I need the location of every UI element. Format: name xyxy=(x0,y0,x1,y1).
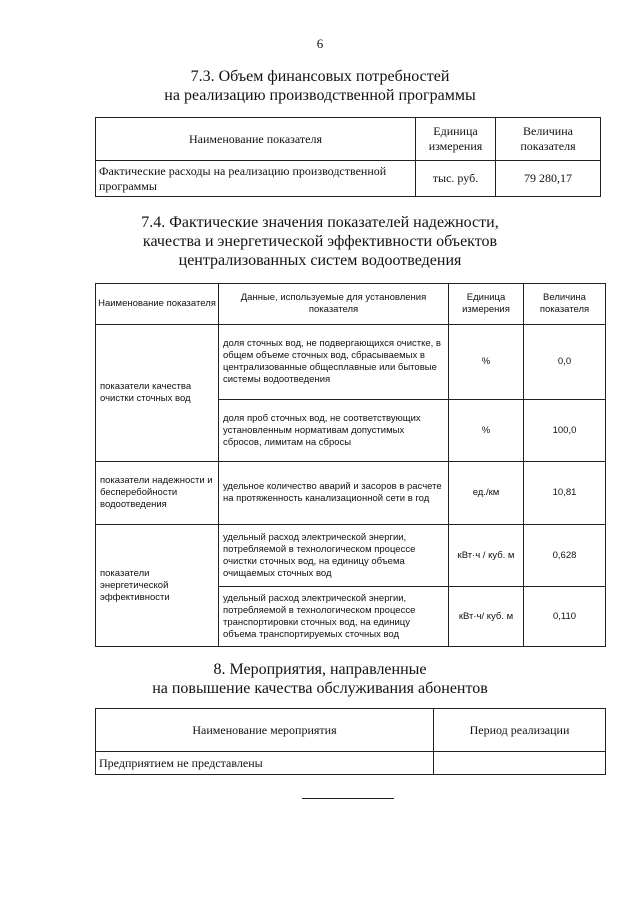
indicator-group-cell: показатели надежности и бесперебойности водоотведения xyxy=(96,462,219,525)
header-cell: Данные, используемые для установления показателя xyxy=(219,284,449,325)
table-row xyxy=(96,752,606,775)
header-cell: Величина показателя xyxy=(524,284,606,325)
header-cell: Единица измерения xyxy=(449,284,524,325)
data-description-cell: доля проб сточных вод, не соответствующих установленным нормативам допустимых сбросов, лимитам на сбросы xyxy=(219,400,449,462)
title-line: на повышение качества обслуживания абонентов xyxy=(152,680,488,697)
data-description-cell: удельное количество аварий и засоров в расчете на протяженность канализационной сети в год xyxy=(219,462,449,525)
table-header-row xyxy=(96,709,606,752)
page-number: 6 xyxy=(316,36,324,51)
title-line: 8. Мероприятия, направленные xyxy=(213,661,427,678)
value-cell: 10,81 xyxy=(524,462,606,525)
title-line: качества и энергетической эффективности объектов xyxy=(142,233,498,250)
indicator-group-cell: показатели энергетической эффективности xyxy=(96,525,219,647)
service-measures-table xyxy=(95,708,606,775)
section-8-title xyxy=(0,660,640,698)
title-line: централизованных систем водоотведения xyxy=(178,252,462,269)
financial-needs-table xyxy=(95,117,601,197)
data-description-cell: доля сточных вод, не подвергающихся очистке, в общем объеме сточных вод, сбрасываемых в централизованные общесплавные или бытовые системы водоотведения xyxy=(219,325,449,400)
indicator-name-cell: Фактические расходы на реализацию производственной программы xyxy=(96,161,416,197)
reliability-indicators-table xyxy=(95,283,606,647)
header-cell: Наименование показателя xyxy=(96,284,219,325)
table-header-row xyxy=(96,284,606,325)
value-cell: 100,0 xyxy=(524,400,606,462)
value-cell: 0,628 xyxy=(524,525,606,587)
period-cell xyxy=(434,752,606,775)
unit-cell: кВт·ч/ куб. м xyxy=(449,587,524,647)
unit-cell: % xyxy=(449,400,524,462)
section-7-3-title xyxy=(0,67,640,105)
value-cell: 79 280,17 xyxy=(496,161,601,197)
header-cell: Наименование показателя xyxy=(96,118,416,161)
indicator-group-cell: показатели качества очистки сточных вод xyxy=(96,325,219,462)
unit-cell: тыс. руб. xyxy=(416,161,496,197)
section-7-4-title xyxy=(0,213,640,270)
unit-cell: ед./км xyxy=(449,462,524,525)
unit-cell: % xyxy=(449,325,524,400)
title-line: 7.4. Фактические значения показателей надежности, xyxy=(141,214,499,231)
table-row xyxy=(96,462,606,525)
table-row xyxy=(96,161,601,197)
value-cell: 0,110 xyxy=(524,587,606,647)
title-line: на реализацию производственной программы xyxy=(164,87,476,104)
header-cell: Величина показателя xyxy=(496,118,601,161)
measure-name-cell: Предприятием не представлены xyxy=(96,752,434,775)
unit-cell: кВт·ч / куб. м xyxy=(449,525,524,587)
header-cell: Наименование мероприятия xyxy=(96,709,434,752)
data-description-cell: удельный расход электрической энергии, потребляемой в технологическом процессе транспортировки сточных вод, на единицу объема транспортируемых сточных вод xyxy=(219,587,449,647)
table-header-row xyxy=(96,118,601,161)
header-cell: Период реализации xyxy=(434,709,606,752)
table-row xyxy=(96,525,606,587)
title-line: 7.3. Объем финансовых потребностей xyxy=(190,68,450,85)
table-row xyxy=(96,325,606,400)
header-cell: Единица измерения xyxy=(416,118,496,161)
data-description-cell: удельный расход электрической энергии, потребляемой в технологическом процессе очистки сточных вод, на единицу объема очищаемых сточных вод xyxy=(219,525,449,587)
value-cell: 0,0 xyxy=(524,325,606,400)
separator-line xyxy=(302,798,394,799)
